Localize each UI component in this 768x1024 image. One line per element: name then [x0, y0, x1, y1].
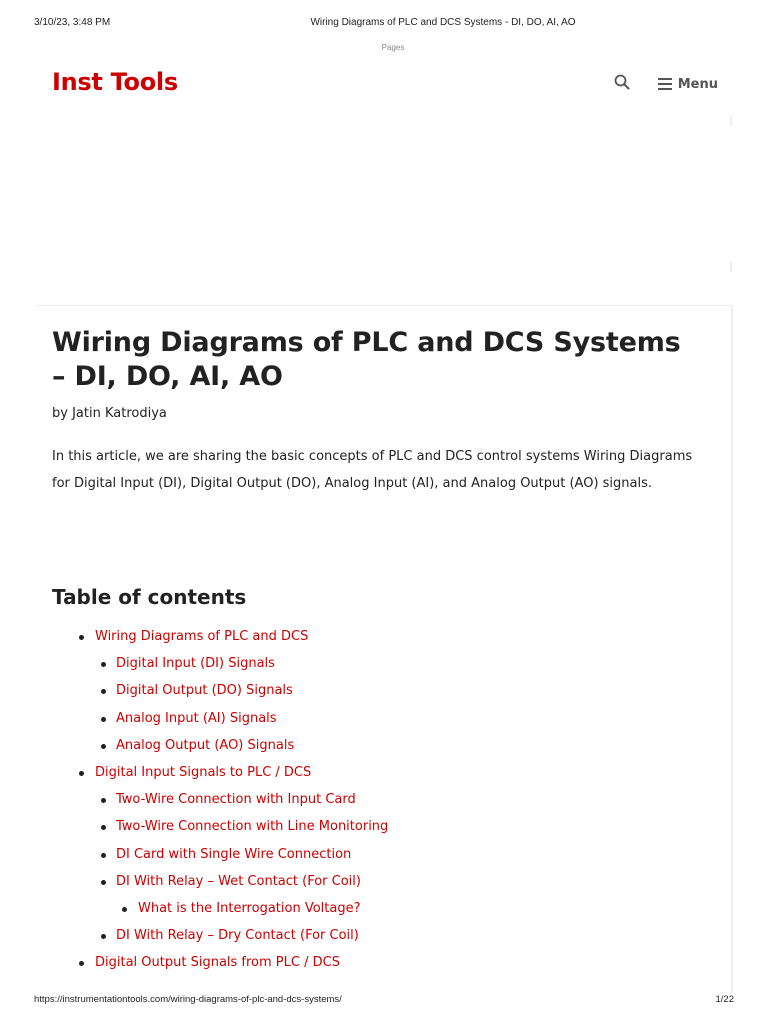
toc-link[interactable]: Analog Input (AI) Signals [116, 710, 277, 726]
print-page-number: 1/22 [715, 994, 734, 1005]
toc-heading: Table of contents [52, 585, 247, 609]
bullet-icon [101, 689, 106, 694]
toc-link[interactable]: Digital Output Signals from PLC / DCS [95, 955, 340, 971]
toc-link[interactable]: Analog Output (AO) Signals [116, 737, 295, 753]
toc-link[interactable]: Digital Output (DO) Signals [116, 683, 293, 699]
bullet-icon [101, 717, 106, 722]
toc-item [52, 925, 702, 952]
toc-link[interactable]: DI With Relay – Wet Contact (For Coil) [116, 873, 361, 889]
toc-link[interactable]: Digital Input Signals to PLC / DCS [95, 764, 312, 780]
toc-link[interactable]: Two-Wire Connection with Input Card [116, 792, 356, 808]
search-icon [614, 74, 630, 90]
author-link[interactable]: Jatin Katrodiya [72, 406, 167, 421]
hamburger-icon [658, 78, 672, 90]
toc-item [52, 816, 702, 843]
content-divider [36, 305, 732, 306]
bullet-icon [101, 662, 106, 667]
toc-link[interactable]: DI Card with Single Wire Connection [116, 846, 352, 862]
toc-item [52, 680, 702, 707]
site-header [36, 62, 732, 106]
toc-item [52, 898, 702, 925]
toc-link[interactable]: DI With Relay – Dry Contact (For Coil) [116, 928, 359, 944]
byline-prefix: by [52, 406, 68, 421]
print-url: https://instrumentationtools.com/wiring-diagrams-of-plc-and-dcs-systems/ [34, 994, 342, 1005]
byline [52, 406, 702, 421]
bullet-icon [79, 771, 84, 776]
toc-item [52, 789, 702, 816]
article-intro: In this article, we are sharing the basic concepts of PLC and DCS control systems Wiring Diagrams for Digital Input (DI), Digital Output (DO), Analog Input (AI), and Analog Output (AO) signals. [52, 449, 693, 491]
toc-item [52, 844, 702, 871]
ad-edge-mark [730, 262, 732, 272]
print-datetime: 3/10/23, 3:48 PM [34, 17, 111, 28]
bullet-icon [101, 853, 106, 858]
toc-item [52, 626, 702, 653]
toc-item [52, 735, 702, 762]
ad-edge-mark [730, 116, 732, 126]
bullet-icon [101, 880, 106, 885]
bullet-icon [79, 635, 84, 640]
bullet-icon [101, 798, 106, 803]
bullet-icon [101, 934, 106, 939]
bullet-icon [122, 907, 127, 912]
toc-item [52, 871, 702, 898]
article [52, 326, 702, 497]
menu-label: Menu [677, 76, 718, 92]
toc-link[interactable]: Digital Input (DI) Signals [116, 656, 275, 672]
site-logo[interactable]: Inst Tools [52, 68, 178, 96]
toc-item [52, 653, 702, 680]
bullet-icon [79, 961, 84, 966]
toc-item [52, 762, 702, 789]
toc-list [52, 626, 702, 979]
toc-link[interactable]: Two-Wire Connection with Line Monitoring [116, 819, 389, 835]
ad-placeholder [36, 116, 732, 302]
toc-link[interactable]: Wiring Diagrams of PLC and DCS [95, 629, 309, 644]
bullet-icon [101, 825, 106, 830]
header-actions [614, 74, 718, 94]
menu-button[interactable] [658, 77, 718, 92]
article-title: Wiring Diagrams of PLC and DCS Systems – DI, DO, AI, AO [52, 327, 681, 392]
content-border [731, 306, 733, 994]
bullet-icon [101, 744, 106, 749]
toc-item [52, 952, 702, 979]
print-doc-title: Wiring Diagrams of PLC and DCS Systems - DI, DO, AI, AO [310, 17, 576, 28]
toc-link[interactable]: What is the Interrogation Voltage? [138, 900, 361, 916]
print-pages-label: Pages [381, 43, 405, 52]
toc-item [52, 708, 702, 735]
search-button[interactable] [614, 74, 634, 94]
